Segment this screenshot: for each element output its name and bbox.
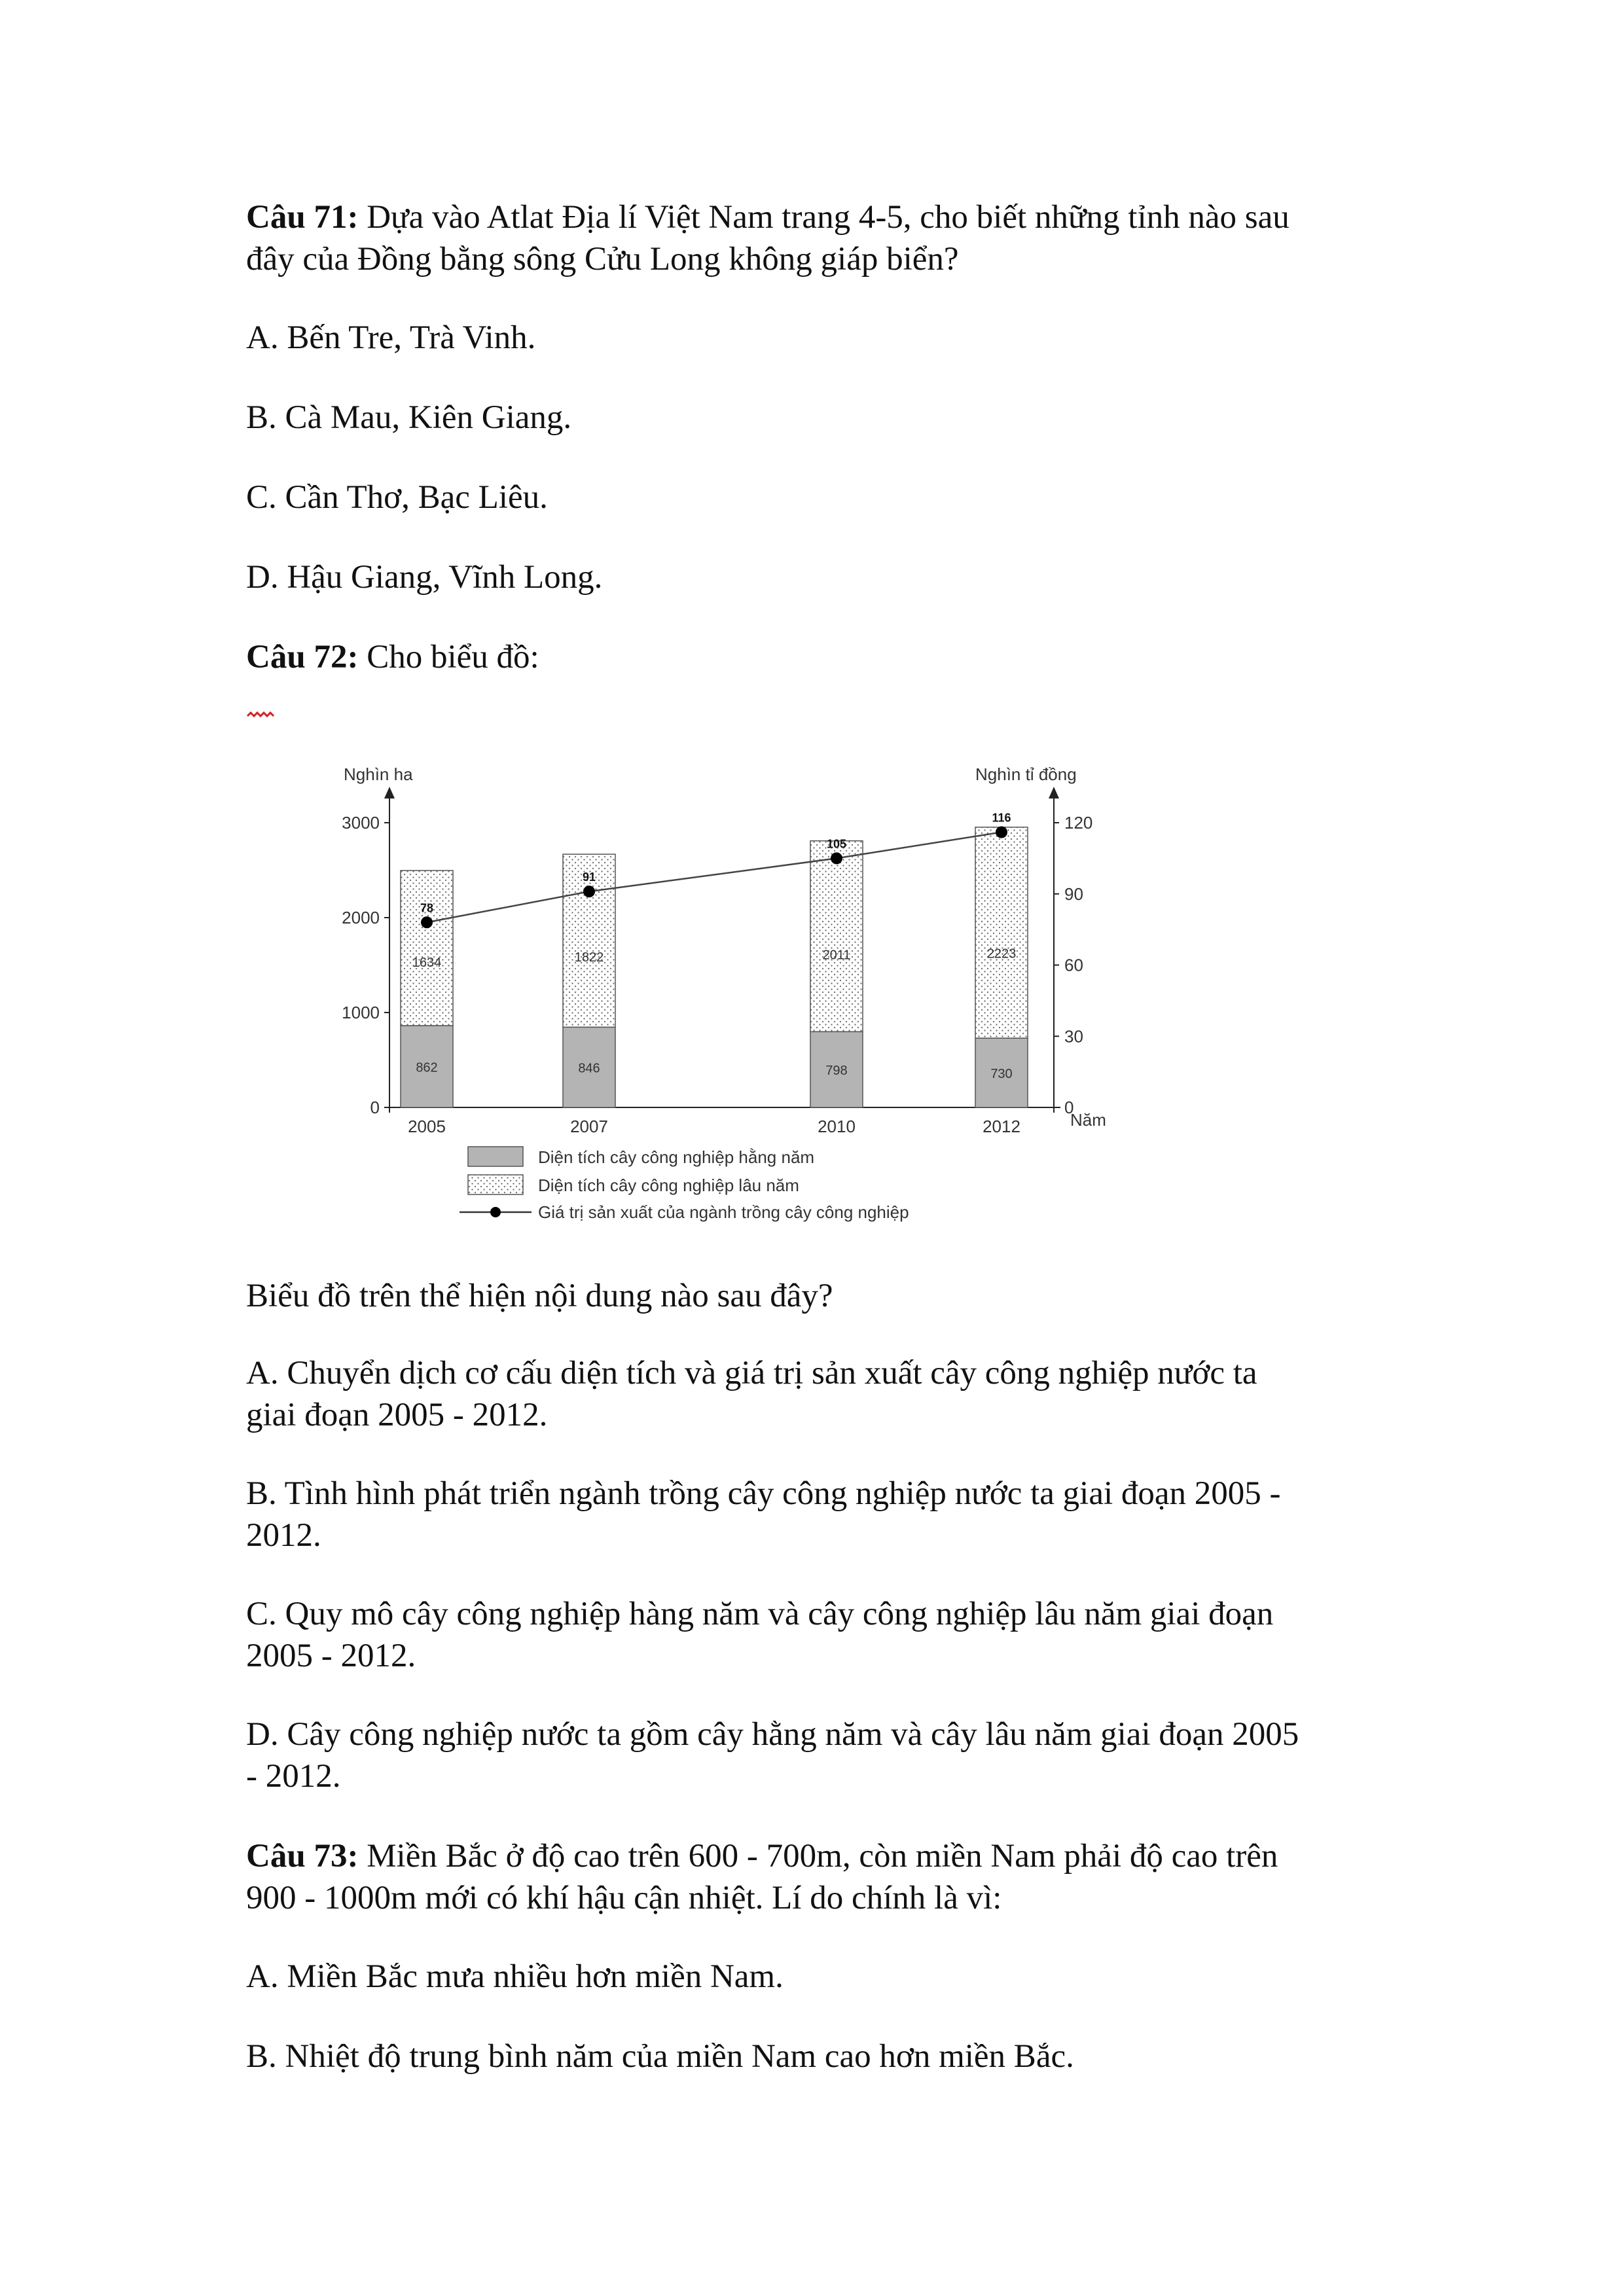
- x-tick-label-2012: 2012: [983, 1117, 1020, 1136]
- right-axis-title: Nghìn tỉ đồng: [975, 764, 1077, 784]
- q73-option-b: B. Nhiệt độ trung bình năm của miền Nam cao hơn miền Bắc.: [246, 2038, 1074, 2075]
- production-value-label-2007: 91: [582, 870, 596, 884]
- q71-option-b: B. Cà Mau, Kiên Giang.: [246, 399, 572, 436]
- q73-option-a: A. Miền Bắc mưa nhiều hơn miền Nam.: [246, 1958, 784, 1995]
- bar-annual-label-2007: 846: [578, 1061, 600, 1076]
- q72-option-c-line1: C. Quy mô cây công nghiệp hàng năm và cây công nghiệp lâu năm giai đoạn: [246, 1596, 1274, 1632]
- bar-annual-label-2010: 798: [825, 1064, 848, 1079]
- right-axis-arrow-icon: [1049, 787, 1059, 798]
- bar-annual-label-2012: 730: [990, 1067, 1013, 1082]
- q72-option-b-line1: B. Tình hình phát triển ngành trồng cây công nghiệp nước ta giai đoạn 2005 -: [246, 1475, 1281, 1512]
- bar-perennial-2005: [401, 870, 453, 1026]
- production-value-point-2010: [831, 852, 842, 864]
- production-value-point-2012: [996, 827, 1007, 838]
- legend-label-annual: Diện tích cây công nghiệp hằng năm: [538, 1147, 815, 1167]
- left-axis-arrow-icon: [384, 787, 395, 798]
- q72-label: Câu 72:: [246, 639, 359, 675]
- production-value-point-2007: [583, 886, 595, 897]
- bar-perennial-label-2010: 2011: [822, 948, 851, 963]
- x-axis-title: Năm: [1070, 1110, 1106, 1130]
- production-value-label-2012: 116: [992, 811, 1011, 825]
- q71-label: Câu 71:: [246, 199, 359, 236]
- q72-text: Cho biểu đồ:: [358, 639, 539, 675]
- legend-swatch-point: [490, 1207, 501, 1217]
- q73-label: Câu 73:: [246, 1838, 359, 1874]
- q71-option-a: A. Bến Tre, Trà Vinh.: [246, 319, 536, 356]
- production-value-label-2010: 105: [826, 837, 847, 851]
- right-tick-label: 60: [1064, 955, 1083, 975]
- legend-swatch-annual: [468, 1147, 523, 1166]
- left-tick-label: 3000: [342, 813, 380, 833]
- q71-text: Dựa vào Atlat Địa lí Việt Nam trang 4-5, cho biết những tỉnh nào sau: [358, 199, 1290, 236]
- left-axis-title: Nghìn ha: [344, 764, 413, 784]
- q72-option-d-line2: - 2012.: [246, 1758, 341, 1795]
- right-tick-label: 0: [1064, 1098, 1074, 1117]
- spellcheck-squiggle-icon: [246, 710, 279, 719]
- bar-annual-label-2005: 862: [416, 1060, 438, 1075]
- left-tick-label: 1000: [342, 1003, 380, 1022]
- x-tick-label-2007: 2007: [570, 1117, 608, 1136]
- bar-perennial-label-2007: 1822: [574, 950, 604, 965]
- legend-label-production-value: Giá trị sản xuất của ngành trồng cây công nghiệp: [538, 1202, 909, 1222]
- production-value-point-2005: [421, 916, 433, 928]
- q72-prompt: Biểu đồ trên thể hiện nội dung nào sau đây?: [246, 1278, 833, 1314]
- q72-option-b-line2: 2012.: [246, 1517, 321, 1554]
- x-tick-label-2010: 2010: [818, 1117, 856, 1136]
- q72-option-a-line2: giai đoạn 2005 - 2012.: [246, 1397, 548, 1433]
- x-tick-label-2005: 2005: [408, 1117, 446, 1136]
- q72-line1: [246, 636, 1377, 678]
- q72-option-d-line1: D. Cây công nghiệp nước ta gồm cây hằng năm và cây lâu năm giai đoạn 2005: [246, 1716, 1299, 1753]
- bar-perennial-2012: [975, 827, 1028, 1038]
- legend-label-perennial: Diện tích cây công nghiệp lâu năm: [538, 1175, 799, 1195]
- chart: [288, 746, 1146, 1224]
- q73-line2: 900 - 1000m mới có khí hậu cận nhiệt. Lí do chính là vì:: [246, 1880, 1002, 1916]
- q72-option-c-line2: 2005 - 2012.: [246, 1638, 416, 1674]
- bar-perennial-label-2012: 2223: [986, 946, 1017, 961]
- right-tick-label: 90: [1064, 884, 1083, 904]
- production-value-label-2005: 78: [420, 901, 434, 915]
- q71-option-d: D. Hậu Giang, Vĩnh Long.: [246, 559, 603, 596]
- q71-line1: [246, 196, 1377, 238]
- bar-perennial-2010: [810, 841, 863, 1032]
- right-tick-label: 30: [1064, 1026, 1083, 1047]
- left-tick-label: 2000: [342, 908, 380, 927]
- q72-option-a-line1: A. Chuyển dịch cơ cấu diện tích và giá trị sản xuất cây công nghiệp nước ta: [246, 1355, 1257, 1391]
- q71-option-c: C. Cần Thơ, Bạc Liêu.: [246, 479, 548, 516]
- bar-perennial-label-2005: 1634: [412, 955, 442, 970]
- q71-line2: đây của Đồng bằng sông Cửu Long không giáp biển?: [246, 241, 959, 278]
- q73-line1: [246, 1835, 1377, 1877]
- left-tick-label: 0: [370, 1098, 380, 1117]
- q73-text: Miền Bắc ở độ cao trên 600 - 700m, còn miền Nam phải độ cao trên: [358, 1838, 1278, 1874]
- chart-svg: [288, 746, 1146, 1224]
- legend-swatch-perennial: [468, 1175, 523, 1194]
- right-tick-label: 120: [1064, 813, 1093, 833]
- production-value-line: [427, 833, 1001, 923]
